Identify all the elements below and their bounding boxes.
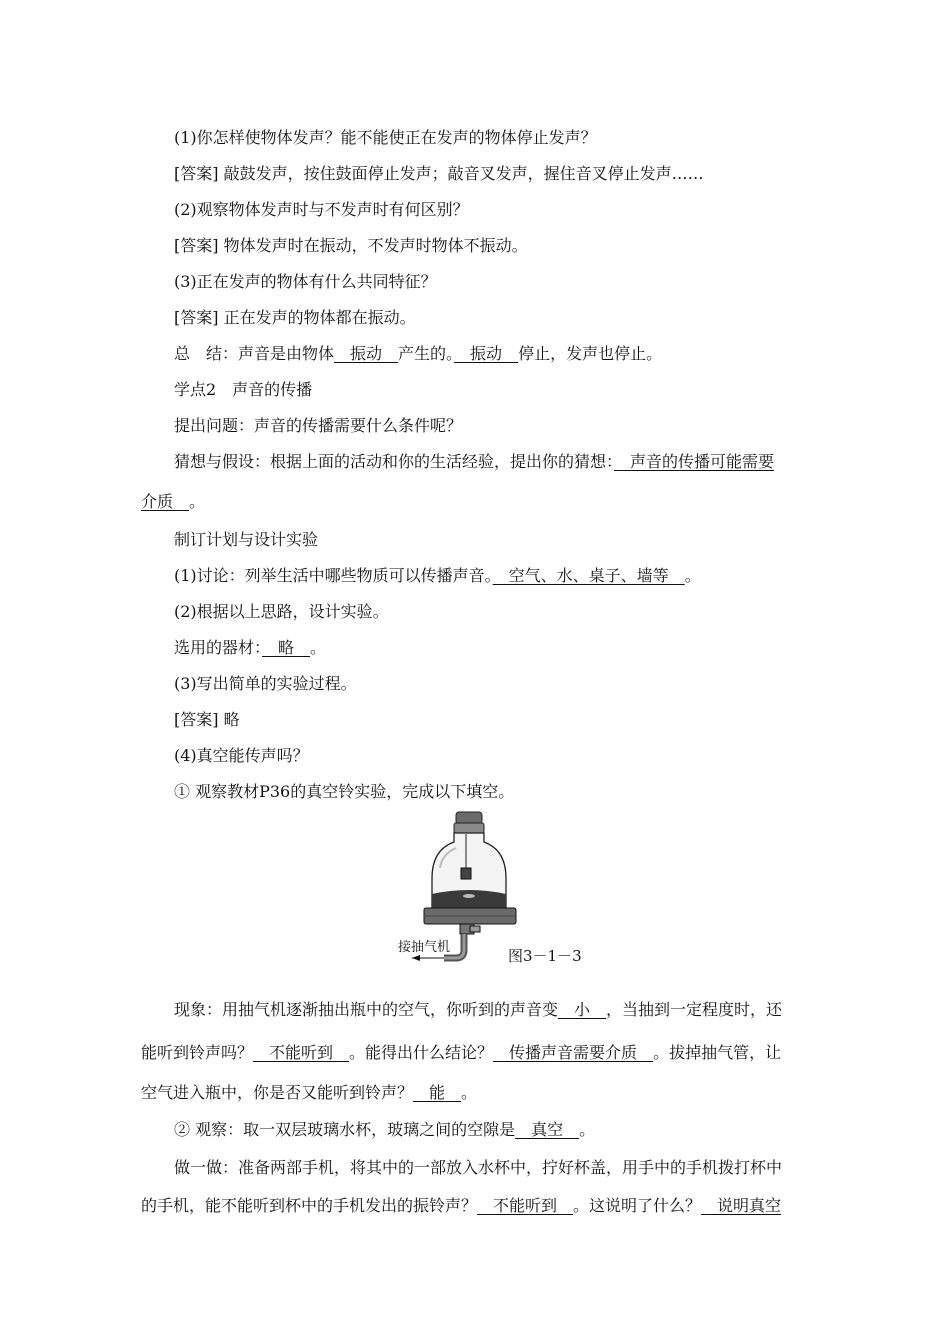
question-line: 提出问题：声音的传播需要什么条件呢？ xyxy=(174,416,463,435)
phenomenon-blank: 小 xyxy=(558,1000,607,1019)
summary-text-c: 产生的。 xyxy=(398,344,455,363)
summary-blank-1: 振动 xyxy=(334,344,399,363)
answer-2: [答案] 物体发声时在振动，不发声时物体不振动。 xyxy=(174,236,528,255)
question-1: (1)你怎样使物体发声？能不能使正在发声的物体停止发声？ xyxy=(174,128,597,147)
phenomenon-text: 现象：用抽气机逐渐抽出瓶中的空气，你听到的声音变 xyxy=(174,1000,559,1019)
discussion-2: (2)根据以上思路，设计实验。 xyxy=(174,602,389,621)
answer-1: [答案] 敲鼓发声，按住鼓面停止发声；敲音叉发声，握住音叉停止发声…… xyxy=(174,164,704,183)
summary-line xyxy=(174,344,662,364)
observe-2 xyxy=(174,1120,595,1140)
discussion-1-blank: 空气、水、桌子、墙等 xyxy=(492,566,685,585)
observe-2-blank: 真空 xyxy=(515,1120,580,1139)
try2-blank-2: 说明真空 xyxy=(701,1196,782,1215)
phenomenon3-blank: 能 xyxy=(413,1083,462,1102)
summary-text-a: 总 结：声音是由物体 xyxy=(174,344,335,363)
discussion-1-text: (1)讨论：列举生活中哪些物质可以传播声音。 xyxy=(174,566,493,585)
question-3: (3)正在发声的物体有什么共同特征？ xyxy=(174,272,437,291)
phenomenon2-text: 能听到铃声吗？ xyxy=(141,1043,254,1062)
phenomenon-line xyxy=(174,1000,782,1020)
try-line-2 xyxy=(141,1196,781,1216)
phenomenon2-text-2: 。能得出什么结论？ xyxy=(349,1043,494,1062)
equipment-text: 选用的器材： xyxy=(174,638,263,657)
question-2: (2)观察物体发声时与不发声时有何区别？ xyxy=(174,200,469,219)
hypothesis-line xyxy=(174,452,774,472)
equipment-blank: 略 xyxy=(262,638,311,657)
try2-text-2: 。这说明了什么？ xyxy=(573,1196,702,1215)
observe-1: ① 观察教材P36的真空铃实验，完成以下填空。 xyxy=(174,782,515,801)
figure-caption: 图3－1－3 xyxy=(508,947,582,965)
discussion-4: (4)真空能传声吗？ xyxy=(174,746,309,765)
answer-3: [答案] 正在发声的物体都在振动。 xyxy=(174,308,416,327)
phenomenon2-blank-1: 不能听到 xyxy=(253,1043,350,1062)
discussion-3: (3)写出简单的实验过程。 xyxy=(174,674,357,693)
equipment-end: 。 xyxy=(310,638,327,657)
try2-blank-1: 不能听到 xyxy=(477,1196,574,1215)
section-heading: 学点2 声音的传播 xyxy=(174,380,313,399)
phenomenon-line-3 xyxy=(141,1083,477,1103)
try-line: 做一做：准备两部手机，将其中的一部放入水杯中，拧好杯盖，用手中的手机拨打杯中 xyxy=(174,1158,783,1177)
discussion-1 xyxy=(174,566,701,586)
discussion-1-end: 。 xyxy=(684,566,701,585)
equipment-line xyxy=(174,638,326,658)
summary-text-d: 停止，发声也停止。 xyxy=(518,344,663,363)
plan-heading: 制订计划与设计实验 xyxy=(174,530,319,549)
answer-4: [答案] 略 xyxy=(174,710,240,729)
phenomenon3-text: 空气进入瓶中，你是否又能听到铃声？ xyxy=(141,1083,414,1102)
hypothesis-blank-a: 声音的传播可能需要 xyxy=(614,452,775,471)
hypothesis-text: 猜想与假设：根据上面的活动和你的生活经验，提出你的猜想： xyxy=(174,452,615,471)
phenomenon3-end: 。 xyxy=(461,1083,478,1102)
phenomenon2-text-3: 。拔掉抽气管，让 xyxy=(653,1043,782,1062)
pump-label: 接抽气机 xyxy=(398,940,451,955)
hypothesis-blank-b: 介质 xyxy=(141,492,190,511)
phenomenon2-blank-2: 传播声音需要介质 xyxy=(493,1043,654,1062)
observe-2-text: ② 观察：取一双层玻璃水杯，玻璃之间的空隙是 xyxy=(174,1120,516,1139)
try2-text: 的手机，能不能听到杯中的手机发出的振铃声？ xyxy=(141,1196,478,1215)
phenomenon-text-2: ，当抽到一定程度时，还 xyxy=(606,1000,783,1019)
hypothesis-line-2 xyxy=(141,492,205,512)
summary-blank-2: 振动 xyxy=(454,344,519,363)
hypothesis-end: 。 xyxy=(189,492,206,511)
observe-2-end: 。 xyxy=(579,1120,596,1139)
phenomenon-line-2 xyxy=(141,1043,781,1063)
